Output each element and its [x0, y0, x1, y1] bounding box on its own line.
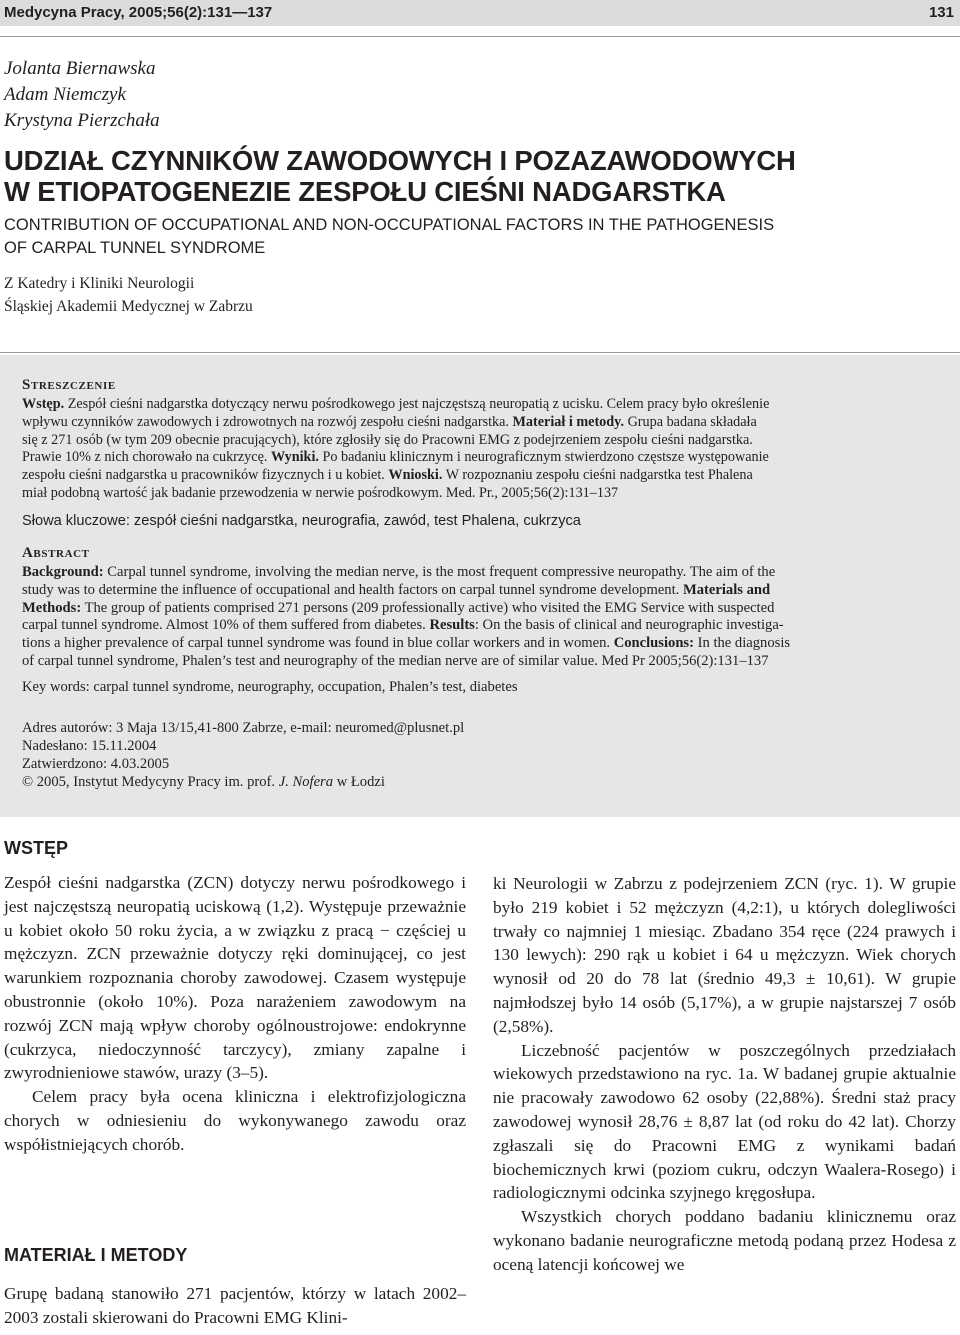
title-line: OF CARPAL TUNNEL SYNDROME — [4, 239, 266, 257]
text-run: zespołu cieśni nadgarstka u pracowników fizycznych i u kobiet. — [22, 467, 389, 484]
abstract-heading: Abstract — [22, 545, 90, 561]
correspondence-block — [22, 719, 942, 791]
streszczenie-heading: Streszczenie — [22, 377, 116, 393]
body-paragraph: Celem pracy była ocena kliniczna i elektrofizjologiczna chorych w odniesieniu do wykonywanego zawodu oraz współistniejących chorób. — [4, 1087, 466, 1154]
abstract-line — [22, 635, 942, 653]
body-paragraph: Grupę badaną stanowiło 271 pacjentów, którzy w latach 2002–2003 zostali skierowani do Pracowni EMG Klini- — [4, 1284, 466, 1327]
body-paragraph: Liczebność pacjentów w poszczególnych przedziałach wiekowych przedstawiono na ryc. 1a. W badanej grupie aktualnie nie pracowały zawodowo 62 osoby (22,88%). Średni staż pracy zawodowej wynosił 28,76 ± 8,87 lat (od roku do 42 lat). Chorzy zgłaszali się do Pracowni EMG z wynikami badań biochemicznych krwi (poziom cukru, odczyn Waalera-Rosego) i radiologicznymi odcinka szyjnego kręgosłupa. — [493, 1040, 956, 1203]
bold-run: Wnioski. — [388, 467, 443, 484]
abstract-line — [22, 449, 942, 467]
affiliation-line: Śląskiej Akademii Medycznej w Zabrzu — [4, 298, 253, 315]
author-list — [4, 56, 160, 134]
abstract-line — [22, 600, 942, 618]
title-line: CONTRIBUTION OF OCCUPATIONAL AND NON-OCCUPATIONAL FACTORS IN THE PATHOGENESIS — [4, 216, 775, 234]
abstract-line — [22, 396, 942, 414]
bold-run: Results — [429, 617, 475, 634]
text-run: carpal tunnel syndrome. Almost 10% of them suffered from diabetes. — [22, 617, 430, 634]
affiliation-line: Z Katedry i Kliniki Neurologii — [4, 275, 195, 292]
left-column — [4, 871, 466, 1157]
text-run: W rozpoznaniu zespołu cieśni nadgarstka test Phalena — [442, 467, 753, 484]
text-run: : On the basis of clinical and neurographic investiga- — [474, 617, 784, 634]
text-run: Po badaniu klinicznym i neurograficznym stwierdzono częstsze występowanie — [318, 449, 769, 466]
streszczenie-body — [22, 396, 942, 503]
text-run: of carpal tunnel syndrome, Phalen’s test and neurography of the median nerve are of similar value. Med Pr 2005;56(2):131–137 — [22, 652, 769, 669]
abstract-line — [22, 653, 942, 671]
abstract-top-divider — [0, 352, 960, 353]
received-date: Nadesłano: 15.11.2004 — [22, 738, 157, 754]
abstract-line — [22, 467, 942, 485]
author-address: Adres autorów: 3 Maja 13/15,41-800 Zabrze, e-mail: neuromed@plusnet.pl — [22, 720, 465, 736]
text-run: study was to determine the influence of occupational and health factors on carpal tunnel syndrome development. — [22, 581, 683, 598]
text-run: tions a higher prevalence of carpal tunnel syndrome was found in blue collar workers and in women. — [22, 635, 614, 652]
body-paragraph: Zespół cieśni nadgarstka (ZCN) dotyczy nerwu pośrodkowego i jest najczęstszą neuropatią uciskową (1,2). Występuje przeważnie u kobiet około 50 roku życia, a w związku z pracą − częściej u mężczyzn. ZCN przeważnie dotyczy ręki dominującej, co jest warunkiem rozpoznania choroby zawodowej. Czasem występuje obustronnie (około 10%). Poza narażeniem zawodowym na rozwój ZCN mają wpływ choroby ogólnoustrojowe: endokrynne (cukrzyca, niedoczynność tarczycy), zmiany zapalne i zwyrodnieniowe stawów, urazy (3–5). — [4, 873, 466, 1083]
article-title-polish — [4, 145, 954, 207]
bold-run: Wyniki. — [270, 449, 319, 466]
body-paragraph: ki Neurologii w Zabrzu z podejrzeniem ZCN (ryc. 1). W grupie było 219 kobiet i 52 mężczyzn (4,2:1), u których dolegliwości trwały co najmniej 1 miesiąc. Zbadano 354 ręce (224 prawych i 130 lewych): 290 rąk u kobiet i 64 u mężczyzn. Wiek chorych wynosił od 20 do 78 lat (średnio 49,3 ± 10,61). W grupie najmłodszej było 14 osób (5,17%), a w grupie najstarszej 7 osób (2,58%). — [493, 874, 956, 1036]
journal-citation: Medycyna Pracy, 2005;56(2):131—137 — [4, 4, 273, 21]
bold-run: Conclusions: — [613, 635, 694, 652]
text-run: wpływu czynników zawodowych i zdrowotnych na rozwój zespołu cieśni nadgarstka. — [22, 413, 513, 430]
abstract-body — [22, 564, 942, 671]
bold-run: Materiał i metody. — [512, 413, 625, 430]
author-name: Adam Niemczyk — [4, 84, 126, 105]
abstract-panel — [0, 355, 960, 817]
bold-run: Background: — [22, 564, 104, 580]
abstract-line — [22, 432, 942, 450]
text-run: się z 271 osób (w tym 209 obecnie pracujących), które zgłosiły się do Pracowni EMG z podejrzeniem zespołu cieśni nadgarstka. — [22, 431, 753, 448]
article-title-english — [4, 214, 954, 260]
text-run: miał podobną wartość jak badanie przewodzenia w nerwie pośrodkowym. Med. Pr., 2005;56(2):131–137 — [22, 484, 619, 501]
section-heading-material: MATERIAŁ I METODY — [4, 1245, 188, 1265]
abstract-line — [22, 485, 942, 503]
copyright-line: © 2005, Instytut Medycyny Pracy im. prof. J. Nofera w Łodzi — [22, 774, 385, 790]
header-divider — [0, 36, 960, 37]
abstract-line — [22, 414, 942, 432]
author-name: Jolanta Biernawska — [4, 58, 156, 79]
abstract-line — [22, 582, 942, 600]
page-number: 131 — [928, 4, 954, 21]
accepted-date: Zatwierdzono: 4.03.2005 — [22, 756, 170, 772]
title-line: W ETIOPATOGENEZIE ZESPOŁU CIEŚNI NADGARSTKA — [4, 176, 726, 207]
running-header — [0, 0, 960, 26]
bold-run: Wstęp. — [22, 396, 65, 412]
abstract-keywords: Key words: carpal tunnel syndrome, neurography, occupation, Phalen’s test, diabetes — [22, 679, 518, 695]
abstract-line — [22, 564, 942, 582]
left-column-continued — [4, 1282, 466, 1330]
text-run: The group of patients comprised 271 persons (209 professionally active) who visited the EMG Service with suspected — [81, 599, 775, 616]
text-run: Zespół cieśni nadgarstka dotyczący nerwu pośrodkowego jest najczęstszą neuropatią z ucisku. Celem pracy było określenie — [64, 396, 770, 412]
streszczenie-keywords: Słowa kluczowe: zespół cieśni nadgarstka, neurografia, zawód, test Phalena, cukrzyca — [22, 513, 581, 529]
right-column — [493, 872, 956, 1277]
text-run: Carpal tunnel syndrome, involving the median nerve, is the most frequent compressive neuropathy. The aim of the — [103, 564, 776, 580]
section-heading-wstep: WSTĘP — [4, 838, 69, 858]
text-run: Grupa badana składała — [624, 413, 757, 430]
abstract-line — [22, 617, 942, 635]
bold-run: Materials and — [682, 581, 771, 598]
body-paragraph: Wszystkich chorych poddano badaniu klinicznemu oraz wykonano badanie neurograficzne metodą podaną przez Hodesa z oceną latencji końcowej we — [493, 1207, 956, 1274]
affiliation — [4, 272, 253, 318]
text-run: In the diagnosis — [693, 635, 791, 652]
author-name: Krystyna Pierzchała — [4, 110, 160, 131]
bold-run: Methods: — [22, 599, 82, 616]
title-line: UDZIAŁ CZYNNIKÓW ZAWODOWYCH I POZAZAWODOWYCH — [4, 145, 796, 176]
text-run: Prawie 10% z nich chorowało na cukrzycę. — [22, 449, 271, 466]
